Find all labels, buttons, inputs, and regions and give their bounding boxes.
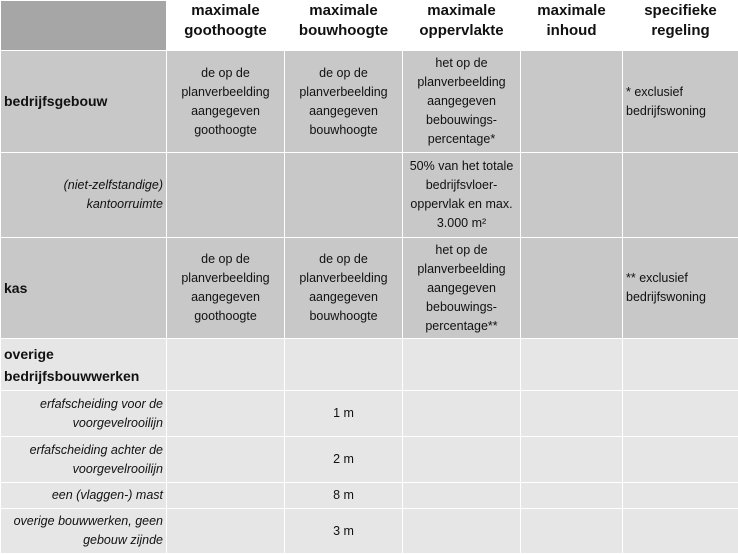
table-row bbox=[1, 391, 738, 437]
header-goothoogte: maximale goothoogte bbox=[167, 1, 285, 51]
row-label: erfafscheiding voor de voorgevelrooilijn bbox=[1, 391, 167, 437]
cell-goothoogte bbox=[167, 339, 285, 391]
table-row bbox=[1, 51, 738, 153]
cell-inhoud bbox=[521, 153, 623, 238]
row-label: (niet-zelfstandige) kantoorruimte bbox=[1, 153, 167, 238]
header-bouwhoogte: maximale bouwhoogte bbox=[285, 1, 403, 51]
cell-inhoud bbox=[521, 238, 623, 339]
row-label: kas bbox=[1, 238, 167, 339]
cell-inhoud bbox=[521, 339, 623, 391]
cell-inhoud bbox=[521, 483, 623, 509]
cell-inhoud bbox=[521, 51, 623, 153]
cell-bouwhoogte: 8 m bbox=[285, 483, 403, 509]
cell-oppervlakte bbox=[403, 483, 521, 509]
cell-goothoogte: de op de planverbeelding aangegeven goothoogte bbox=[167, 51, 285, 153]
cell-specifiek: ** exclusief bedrijfswoning bbox=[623, 238, 738, 339]
corner-cell bbox=[1, 1, 167, 51]
header-oppervlakte: maximale oppervlakte bbox=[403, 1, 521, 51]
cell-specifiek bbox=[623, 483, 738, 509]
row-label: overige bouwwerken, geen gebouw zijnde bbox=[1, 509, 167, 554]
cell-bouwhoogte: 3 m bbox=[285, 509, 403, 554]
header-row bbox=[1, 1, 738, 51]
cell-specifiek bbox=[623, 153, 738, 238]
cell-goothoogte bbox=[167, 391, 285, 437]
cell-inhoud bbox=[521, 437, 623, 483]
cell-specifiek: * exclusief bedrijfswoning bbox=[623, 51, 738, 153]
cell-specifiek bbox=[623, 339, 738, 391]
cell-specifiek bbox=[623, 509, 738, 554]
cell-goothoogte: de op de planverbeelding aangegeven goothoogte bbox=[167, 238, 285, 339]
row-label: bedrijfsgebouw bbox=[1, 51, 167, 153]
row-label: erfafscheiding achter de voorgevelrooilijn bbox=[1, 437, 167, 483]
header-specifieke-regeling: specifieke regeling bbox=[623, 1, 738, 51]
cell-bouwhoogte bbox=[285, 339, 403, 391]
cell-goothoogte bbox=[167, 509, 285, 554]
cell-oppervlakte bbox=[403, 391, 521, 437]
table-row bbox=[1, 483, 738, 509]
cell-oppervlakte bbox=[403, 437, 521, 483]
table-row bbox=[1, 153, 738, 238]
table-row bbox=[1, 437, 738, 483]
table-row bbox=[1, 339, 738, 391]
row-label: overige bedrijfsbouwwerken bbox=[1, 339, 167, 391]
table-row bbox=[1, 509, 738, 554]
cell-goothoogte bbox=[167, 153, 285, 238]
table-row bbox=[1, 238, 738, 339]
row-label: een (vlaggen-) mast bbox=[1, 483, 167, 509]
cell-goothoogte bbox=[167, 483, 285, 509]
cell-inhoud bbox=[521, 509, 623, 554]
cell-bouwhoogte: de op de planverbeelding aangegeven bouwhoogte bbox=[285, 51, 403, 153]
cell-specifiek bbox=[623, 437, 738, 483]
cell-bouwhoogte: de op de planverbeelding aangegeven bouwhoogte bbox=[285, 238, 403, 339]
cell-oppervlakte bbox=[403, 339, 521, 391]
cell-bouwhoogte: 2 m bbox=[285, 437, 403, 483]
cell-goothoogte bbox=[167, 437, 285, 483]
cell-oppervlakte bbox=[403, 509, 521, 554]
cell-oppervlakte: het op de planverbeelding aangegeven bebouwings-percentage* bbox=[403, 51, 521, 153]
cell-oppervlakte: het op de planverbeelding aangegeven bebouwings-percentage** bbox=[403, 238, 521, 339]
cell-oppervlakte: 50% van het totale bedrijfsvloer-oppervlak en max. 3.000 m² bbox=[403, 153, 521, 238]
cell-specifiek bbox=[623, 391, 738, 437]
header-inhoud: maximale inhoud bbox=[521, 1, 623, 51]
cell-bouwhoogte: 1 m bbox=[285, 391, 403, 437]
cell-bouwhoogte bbox=[285, 153, 403, 238]
cell-inhoud bbox=[521, 391, 623, 437]
